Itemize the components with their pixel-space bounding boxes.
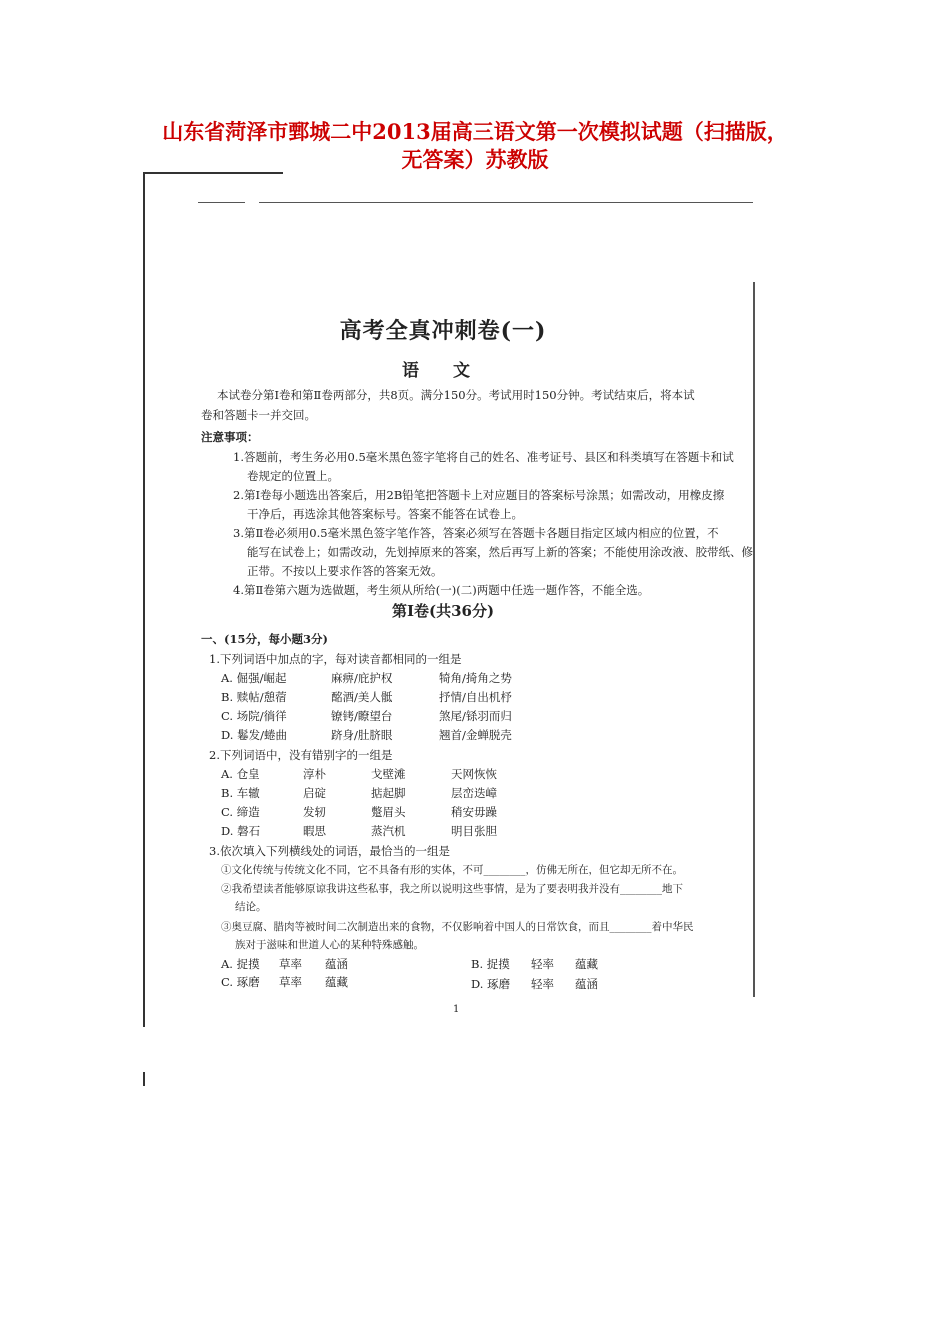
q1-option: 跻身/肚脐眼	[331, 728, 393, 742]
q3-sentence: ③奥豆腐、腊肉等被时间二次制造出来的食物，不仅影响着中国人的日常饮食，而且________着中华民	[221, 921, 694, 933]
document-title-line-1: 山东省菏泽市鄄城二中2013届高三语文第一次模拟试题（扫描版，	[162, 119, 788, 144]
question-2-stem: 2.下列词语中，没有错别字的一组是	[209, 748, 393, 762]
q3-sentence: 族对于滋味和世道人心的某种特殊感触。	[235, 939, 424, 951]
q3-sentence: ①文化传统与传统文化不同，它不具备有形的实体，不可________，仿佛无所在，但它却无所不在。	[221, 864, 683, 876]
note-line: 能写在试卷上；如需改动，先划掉原来的答案，然后再写上新的答案；不能使用涂改液、胶带纸、修	[247, 545, 753, 559]
part-heading: 一、(15分，每小题3分)	[201, 632, 328, 646]
q3-option: 蕴藏	[325, 975, 348, 989]
q3-option: 轻率	[531, 957, 554, 971]
intro-line-2: 卷和答题卡一并交回。	[201, 408, 316, 422]
note-line: 4.第Ⅱ卷第六题为选做题，考生须从所给(一)(二)两题中任选一题作答，不能全选。	[233, 583, 650, 597]
q1-option: 麻痹/庇护权	[331, 671, 393, 685]
note-line: 卷规定的位置上。	[247, 469, 339, 483]
q3-option: 蕴涵	[325, 957, 348, 971]
q3-option: D. 琢磨	[471, 977, 511, 991]
q2-option: C. 缔造	[221, 805, 260, 819]
q1-option: 犄角/掎角之势	[439, 671, 512, 685]
q1-option: 镣铐/瞭望台	[331, 709, 393, 723]
notes-heading: 注意事项：	[201, 430, 259, 444]
q3-sentence: ②我希望读者能够原谅我讲这些私事，我之所以说明这些事情，是为了要表明我并没有________地下	[221, 883, 683, 895]
scan-border-top	[143, 172, 283, 174]
document-title	[0, 118, 950, 174]
note-line: 1.答题前，考生务必用0.5毫米黑色签字笔将自己的姓名、准考证号、县区和科类填写在答题卡和试	[233, 450, 734, 464]
intro-line-1: 本试卷分第Ⅰ卷和第Ⅱ卷两部分，共8页。满分150分。考试用时150分钟。考试结束后，将本试	[217, 388, 695, 402]
q3-sentence: 结论。	[235, 901, 267, 913]
q1-option: 抒情/自出机杼	[439, 690, 512, 704]
exam-title: 高考全真冲刺卷(一)	[339, 318, 547, 344]
q1-option: 煞尾/铩羽而归	[439, 709, 512, 723]
question-3-stem: 3.依次填入下列横线处的词语，最恰当的一组是	[209, 844, 450, 858]
note-line: 2.第Ⅰ卷每小题选出答案后，用2B铅笔把答题卡上对应题目的答案标号涂黑；如需改动，用橡皮擦	[233, 488, 725, 502]
scan-border-right	[753, 282, 755, 997]
question-1-stem: 1.下列词语中加点的字，每对读音都相同的一组是	[209, 652, 462, 666]
q2-option: 稍安毋躁	[451, 805, 497, 819]
note-line: 干净后，再选涂其他答案标号。答案不能答在试卷上。	[247, 507, 523, 521]
q3-option: 草率	[279, 957, 302, 971]
q1-option: 酩酒/美人骶	[331, 690, 393, 704]
q2-option: 明目张胆	[451, 824, 497, 838]
q2-option: 层峦迭嶂	[451, 786, 497, 800]
exam-subject: 语 文	[402, 361, 484, 381]
q1-option: C. 场院/徜徉	[221, 709, 287, 723]
q2-option: B. 车辙	[221, 786, 260, 800]
q2-option: 戈壁滩	[371, 767, 406, 781]
q2-option: 蒸汽机	[371, 824, 406, 838]
q3-option: 草率	[279, 975, 302, 989]
document-title-line-2: 无答案）苏教版	[401, 147, 549, 172]
q2-option: 蹩眉头	[371, 805, 406, 819]
note-line: 正带。不按以上要求作答的答案无效。	[247, 564, 443, 578]
q2-option: 启碇	[303, 786, 326, 800]
q3-option: 蕴涵	[575, 977, 598, 991]
q2-option: D. 磐石	[221, 824, 261, 838]
q1-option: A. 倔强/崛起	[221, 671, 287, 685]
scanned-exam-page	[143, 170, 763, 1030]
q2-option: 暇思	[303, 824, 326, 838]
q3-option: A. 捉摸	[221, 957, 260, 971]
note-line: 3.第Ⅱ卷必须用0.5毫米黑色签字笔作答，答案必须写在答题卡各题目指定区域内相应的位置，不	[233, 526, 719, 540]
page-number: 1	[453, 1004, 460, 1015]
q1-option: D. 鬈发/蜷曲	[221, 728, 287, 742]
q1-option: B. 赎帖/憩蓿	[221, 690, 287, 704]
q3-option: B. 捉摸	[471, 957, 510, 971]
q2-option: 淳朴	[303, 767, 326, 781]
q2-option: 发轫	[303, 805, 326, 819]
header-rule-gap	[245, 200, 259, 205]
header-rule	[198, 202, 753, 203]
q2-option: 掂起脚	[371, 786, 406, 800]
q2-option: A. 仓皇	[221, 767, 260, 781]
q2-option: 天网恢恢	[451, 767, 497, 781]
section-title: 第Ⅰ卷(共36分)	[391, 602, 495, 620]
q1-option: 翘首/金蝉脱壳	[439, 728, 512, 742]
q3-option: C. 琢磨	[221, 975, 260, 989]
scan-edge-mark	[143, 1072, 145, 1086]
q3-option: 轻率	[531, 977, 554, 991]
q3-option: 蕴藏	[575, 957, 598, 971]
